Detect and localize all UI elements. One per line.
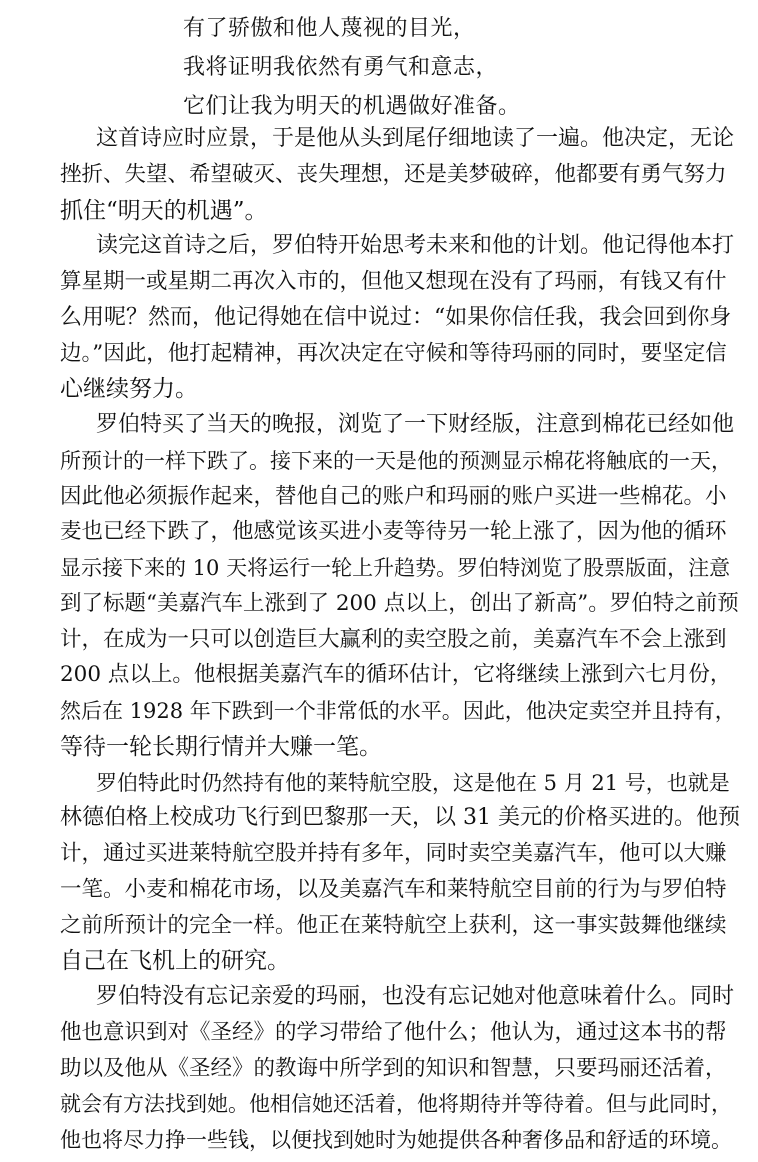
paragraph-line: 因此他必须振作起来，替他自己的账户和玛丽的账户买进一些棉花。小: [60, 483, 727, 509]
paragraph-line: 他也意识到对《圣经》的学习带给了他什么；他认为，通过这本书的帮: [60, 1019, 727, 1045]
paragraph-line: 然后在 1928 年下跌到一个非常低的水平。因此，他决定卖空并且持有，: [60, 699, 736, 723]
paragraph-line: 等待一轮长期行情并大赚一笔。: [60, 733, 382, 760]
paragraph-line: 就会有方法找到她。他相信她还活着，他将期待并等待着。但与此同时，: [60, 1092, 732, 1117]
paragraph-line: 心继续努力。: [60, 376, 198, 403]
paragraph-line: 边。”因此，他打起精神，再次决定在守候和等待玛丽的同时，要坚定信: [60, 340, 727, 366]
paragraph-line: 林德伯格上校成功飞行到巴黎那一天，以 31 美元的价格买进的。他预: [60, 805, 740, 831]
paragraph-line: 计，在成为一只可以创造巨大赢利的卖空股之前，美嘉汽车不会上涨到: [60, 626, 727, 652]
paragraph-line: 所预计的一样下跌了。接下来的一天是他的预测显示棉花将触底的一天，: [60, 448, 732, 473]
paragraph-line: 一笔。小麦和棉花市场，以及美嘉汽车和莱特航空目前的行为与罗伯特: [60, 876, 727, 902]
paragraph-line: 这首诗应时应景，于是他从头到尾仔细地读了一遍。他决定，无论: [96, 126, 735, 151]
paragraph-line: 计，通过买进莱特航空股并持有多年，同时卖空美嘉汽车，他可以大赚: [60, 841, 727, 866]
paragraph-line: 抓住“明天的机遇”。: [60, 197, 268, 224]
paragraph-line: 罗伯特此时仍然持有他的莱特航空股，这是他在 5 月 21 号，也就是: [96, 770, 730, 795]
paragraph-line: 罗伯特没有忘记亲爱的玛丽，也没有忘记她对他意味着什么。同时: [96, 984, 735, 1009]
paragraph-line: 读完这首诗之后，罗伯特开始思考未来和他的计划。他记得他本打: [96, 233, 735, 259]
poem-line: 有了骄傲和他人蔑视的目光，: [183, 16, 476, 41]
paragraph-line: 么用呢？然而，他记得她在信中说过：“如果你信任我，我会回到你身: [60, 304, 732, 330]
paragraph-line: 挫折、失望、希望破灭、丧失理想，还是美梦破碎，他都要有勇气努力: [60, 161, 727, 187]
paragraph-line: 自己在飞机上的研究。: [60, 948, 290, 975]
paragraph-line: 罗伯特买了当天的晚报，浏览了一下财经版，注意到棉花已经如他: [96, 412, 735, 437]
paragraph-line: 算星期一或星期二再次入市的，但他又想现在没有了玛丽，有钱又有什: [60, 269, 727, 294]
paragraph-line: 显示接下来的 10 天将运行一轮上升趋势。罗伯特浏览了股票版面，注意: [60, 556, 731, 580]
paragraph-line: 麦也已经下跌了，他感觉该买进小麦等待另一轮上涨了，因为他的循环: [60, 519, 727, 545]
poem-line: 我将证明我依然有勇气和意志，: [183, 55, 499, 80]
paragraph-line: 助以及他从《圣经》的教诲中所学到的知识和智慧，只要玛丽还活着，: [60, 1055, 727, 1081]
paragraph-line: 到了标题“美嘉汽车上涨到了 200 点以上，创出了新高”。罗伯特之前预: [60, 590, 739, 616]
paragraph-line: 200 点以上。他根据美嘉汽车的循环估计，它将继续上涨到六七月份，: [60, 662, 732, 688]
paragraph-line: 之前所预计的完全一样。他正在莱特航空上获利，这一事实鼓舞他继续: [60, 912, 727, 938]
paragraph-line: 他也将尽力挣一些钱，以便找到她时为她提供各种奢侈品和舒适的环境。: [60, 1128, 732, 1152]
poem-line: 它们让我为明天的机遇做好准备。: [183, 94, 521, 119]
